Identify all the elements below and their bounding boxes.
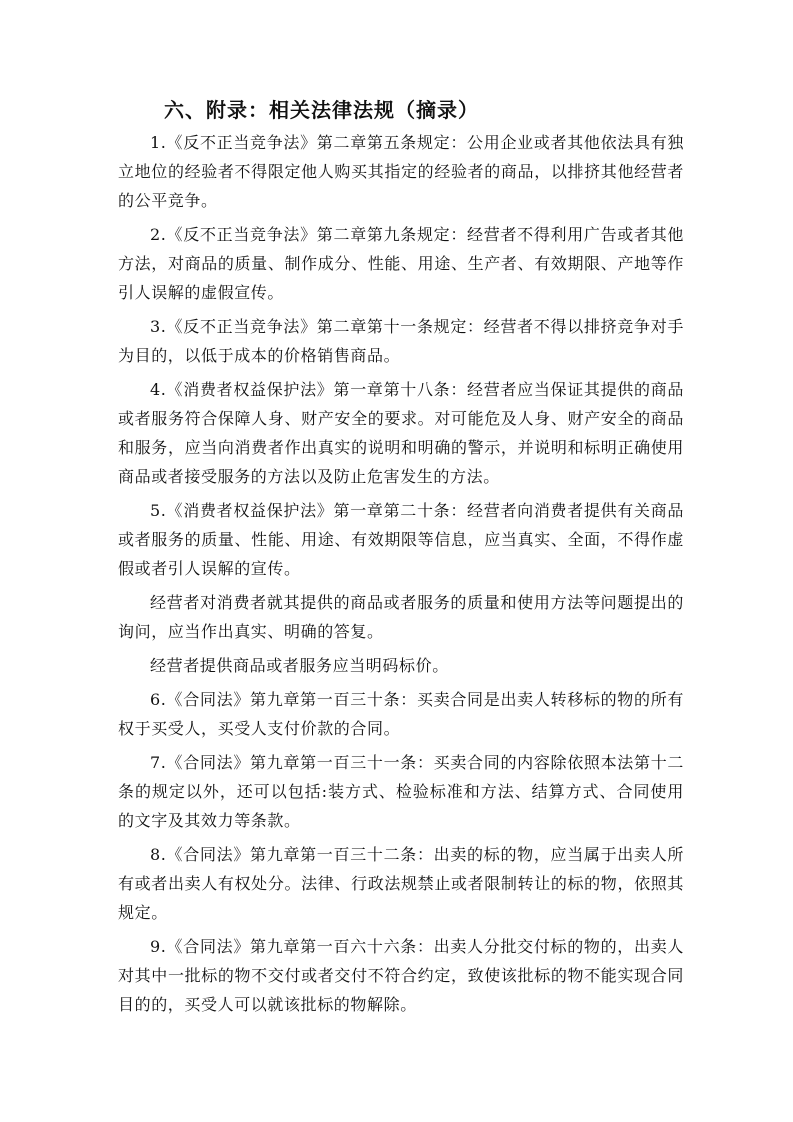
law-excerpt-paragraph: 2.《反不正当竞争法》第二章第九条规定：经营者不得利用广告或者其他方法，对商品的质量、制作成分、性能、用途、生产者、有效期限、产地等作引人误解的虚假宣传。 (118, 225, 684, 302)
law-excerpt-paragraph: 5.《消费者权益保护法》第一章第二十条：经营者向消费者提供有关商品或者服务的质量、性能、用途、有效期限等信息，应当真实、全面，不得作虚假或者引人误解的宣传。 (118, 501, 684, 578)
law-excerpt-paragraph: 经营者对消费者就其提供的商品或者服务的质量和使用方法等问题提出的询问，应当作出真实、明确的答复。 (118, 593, 684, 641)
law-excerpt-paragraph: 9.《合同法》第九章第一百六十六条：出卖人分批交付标的物的，出卖人对其中一批标的物不交付或者交付不符合约定，致使该批标的物不能实现合同目的的，买受人可以就该批标的物解除。 (118, 937, 684, 1014)
law-excerpt-paragraph: 8.《合同法》第九章第一百三十二条：出卖的标的物，应当属于出卖人所有或者出卖人有权处分。法律、行政法规禁止或者限制转让的标的物，依照其规定。 (118, 845, 684, 922)
law-excerpt-paragraph: 7.《合同法》第九章第一百三十一条：买卖合同的内容除依照本法第十二条的规定以外，还可以包括:装方式、检验标准和方法、结算方式、合同使用的文字及其效力等条款。 (118, 753, 684, 830)
document-body (118, 128, 684, 1019)
law-excerpt-paragraph: 1.《反不正当竞争法》第二章第五条规定：公用企业或者其他依法具有独立地位的经验者不得限定他人购买其指定的经验者的商品，以排挤其他经营者的公平竞争。 (118, 133, 684, 210)
law-excerpt-paragraph: 6.《合同法》第九章第一百三十条：买卖合同是出卖人转移标的物的所有权于买受人，买受人支付价款的合同。 (118, 690, 684, 738)
section-title: 六、附录：相关法律法规（摘录） (164, 98, 479, 122)
law-excerpt-paragraph: 经营者提供商品或者服务应当明码标价。 (150, 656, 449, 675)
law-excerpt-paragraph: 3.《反不正当竞争法》第二章第十一条规定：经营者不得以排挤竞争对手为目的，以低于成本的价格销售商品。 (118, 317, 684, 365)
law-excerpt-paragraph: 4.《消费者权益保护法》第一章第十八条：经营者应当保证其提供的商品或者服务符合保障人身、财产安全的要求。对可能危及人身、财产安全的商品和服务，应当向消费者作出真实的说明和明确的警示，并说明和标明正确使用商品或者接受服务的方法以及防止危害发生的方法。 (118, 380, 684, 486)
